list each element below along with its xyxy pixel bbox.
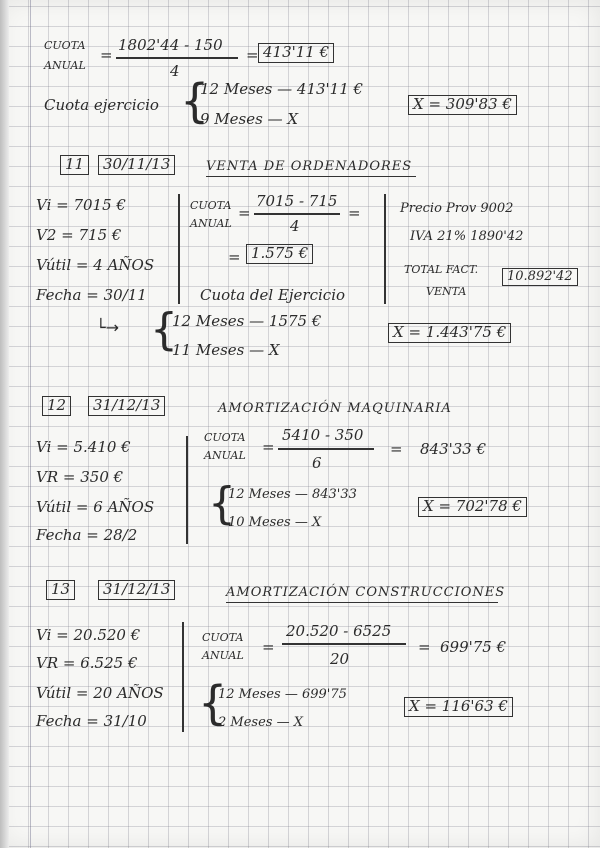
proportion-row-2: 11 Meses — X bbox=[172, 341, 280, 359]
separator-line bbox=[182, 622, 184, 732]
proportion-row-2: 2 Meses — X bbox=[218, 715, 303, 730]
total-fact-label: TOTAL FACT. bbox=[404, 263, 479, 276]
equals-sign: = bbox=[238, 204, 251, 222]
anual-label: ANUAL bbox=[44, 59, 86, 72]
fecha-label: Fecha = 28/2 bbox=[36, 526, 138, 544]
left-brace: { bbox=[180, 74, 210, 128]
fraction-bar bbox=[254, 213, 340, 215]
v2-label: V2 = 715 € bbox=[36, 226, 122, 244]
proportion-row-2: 9 Meses — X bbox=[200, 110, 299, 128]
x-result-box: X = 116'63 € bbox=[404, 697, 513, 717]
entry-title: AMORTIZACIÓN CONSTRUCCIONES bbox=[226, 585, 506, 600]
entry-date-box: 31/12/13 bbox=[88, 396, 165, 416]
margin-line bbox=[30, 0, 31, 848]
fecha-label: Fecha = 30/11 bbox=[36, 286, 147, 304]
vi-label: Vi = 5.410 € bbox=[36, 438, 131, 456]
vi-label: Vi = 7015 € bbox=[36, 196, 126, 214]
x-result-box: X = 702'78 € bbox=[418, 497, 527, 517]
result-box: 413'11 € bbox=[258, 43, 334, 63]
precio-prov-label: Precio Prov 9002 bbox=[400, 201, 514, 216]
fraction-denominator: 6 bbox=[312, 454, 322, 472]
cuota-ejercicio-label: Cuota ejercicio bbox=[44, 96, 159, 114]
entry-title: VENTA DE ORDENADORES bbox=[206, 159, 413, 174]
fraction-denominator: 4 bbox=[290, 217, 300, 235]
fraction-bar bbox=[282, 643, 406, 645]
vr-label: VR = 350 € bbox=[36, 468, 124, 486]
cuota-label-top: CUOTA bbox=[44, 39, 86, 52]
proportion-row-1: 12 Meses — 843'33 bbox=[228, 487, 357, 502]
result-value: 843'33 € bbox=[420, 440, 487, 458]
result-value: 699'75 € bbox=[440, 638, 507, 656]
separator-line bbox=[186, 436, 188, 544]
equals-sign: = bbox=[348, 204, 361, 222]
fraction-numerator: 1802'44 - 150 bbox=[118, 36, 223, 54]
proportion-row-1: 12 Meses — 699'75 bbox=[218, 687, 347, 702]
equals-sign: = bbox=[418, 638, 431, 656]
entry-date-box: 30/11/13 bbox=[98, 155, 175, 175]
proportion-row-2: 10 Meses — X bbox=[228, 515, 322, 530]
proportion-row-1: 12 Meses — 413'11 € bbox=[200, 80, 364, 98]
cuota-label-top: CUOTA bbox=[202, 631, 244, 644]
anual-label: ANUAL bbox=[190, 217, 232, 230]
anual-label: ANUAL bbox=[204, 449, 246, 462]
left-brace: { bbox=[208, 478, 236, 529]
equals-sign: = bbox=[262, 438, 275, 456]
entry-number-box: 11 bbox=[60, 155, 89, 175]
left-brace: { bbox=[150, 304, 178, 355]
result-box: 1.575 € bbox=[246, 244, 313, 264]
x-result-box: X = 309'83 € bbox=[408, 95, 517, 115]
x-result-box: X = 1.443'75 € bbox=[388, 323, 511, 343]
cuota-ejercicio-label: Cuota del Ejercicio bbox=[200, 286, 346, 304]
iva-label: IVA 21% 1890'42 bbox=[410, 229, 524, 244]
fraction-bar bbox=[278, 448, 374, 450]
equals-sign: = bbox=[262, 638, 275, 656]
vutil-label: Vútil = 4 AÑOS bbox=[36, 256, 155, 274]
entry-date-box: 31/12/13 bbox=[98, 580, 175, 600]
title-underline bbox=[206, 176, 416, 177]
fraction-numerator: 20.520 - 6525 bbox=[286, 622, 392, 640]
fraction-numerator: 5410 - 350 bbox=[282, 426, 364, 444]
fraction-bar bbox=[116, 57, 238, 59]
entry-number-box: 12 bbox=[42, 396, 71, 416]
vutil-label: Vútil = 6 AÑOS bbox=[36, 498, 155, 516]
fraction-numerator: 7015 - 715 bbox=[256, 192, 338, 210]
entry-number-box: 13 bbox=[46, 580, 75, 600]
proportion-row-1: 12 Meses — 1575 € bbox=[172, 312, 322, 330]
cuota-label-top: CUOTA bbox=[204, 431, 246, 444]
equals-sign: = bbox=[228, 248, 241, 266]
vutil-label: Vútil = 20 AÑOS bbox=[36, 684, 164, 702]
equals-sign: = bbox=[390, 440, 403, 458]
separator-line bbox=[384, 194, 386, 304]
equals-sign: = bbox=[246, 46, 259, 64]
entry-title: AMORTIZACIÓN MAQUINARIA bbox=[218, 401, 452, 416]
left-brace: { bbox=[198, 676, 228, 730]
fraction-denominator: 4 bbox=[170, 62, 180, 80]
fraction-denominator: 20 bbox=[330, 650, 350, 668]
separator-line bbox=[178, 194, 180, 304]
vi-label: Vi = 20.520 € bbox=[36, 626, 141, 644]
fecha-label: Fecha = 31/10 bbox=[36, 712, 147, 730]
total-result-box: 10.892'42 bbox=[502, 268, 578, 286]
binding-edge bbox=[0, 0, 9, 848]
anual-label: ANUAL bbox=[202, 649, 244, 662]
venta-label: VENTA bbox=[426, 285, 467, 298]
arrow-icon: └→ bbox=[96, 318, 120, 337]
title-underline bbox=[226, 602, 498, 603]
cuota-label-top: CUOTA bbox=[190, 199, 232, 212]
vr-label: VR = 6.525 € bbox=[36, 654, 138, 672]
equals-sign: = bbox=[100, 46, 113, 64]
